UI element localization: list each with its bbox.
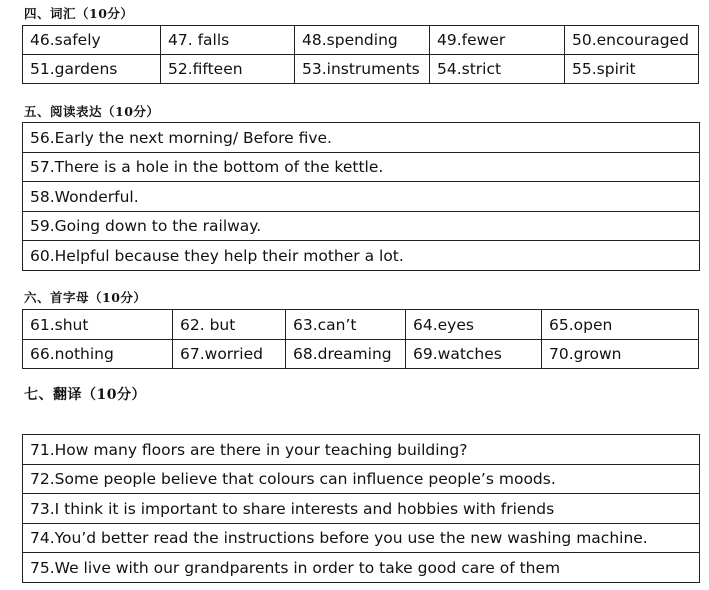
vocab-cell: 48.spending xyxy=(295,26,430,55)
initials-cell: 70.grown xyxy=(542,340,699,369)
table-row xyxy=(23,26,699,55)
table-row xyxy=(23,310,699,340)
initials-table xyxy=(22,309,699,369)
initials-cell: 68.dreaming xyxy=(286,340,406,369)
initials-cell: 67.worried xyxy=(173,340,286,369)
list-item: 59.Going down to the railway. xyxy=(23,212,699,241)
list-item: 75.We live with our grandparents in order to take good care of them xyxy=(23,553,699,583)
initials-heading: 六、首字母（10分） xyxy=(24,290,147,305)
vocab-cell: 50.encouraged xyxy=(565,26,699,55)
reading-heading: 五、阅读表达（10分） xyxy=(24,104,160,119)
reading-answer-list xyxy=(22,122,700,271)
translation-answer-list xyxy=(22,434,700,583)
list-item: 71.How many floors are there in your teaching building? xyxy=(23,435,699,465)
vocab-cell: 49.fewer xyxy=(430,26,565,55)
vocab-heading: 四、词汇（10分） xyxy=(24,6,134,21)
initials-cell: 63.can’t xyxy=(286,310,406,340)
vocab-cell: 55.spirit xyxy=(565,55,699,84)
translation-heading: 七、翻译（10分） xyxy=(24,387,146,403)
list-item: 74.You’d better read the instructions before you use the new washing machine. xyxy=(23,524,699,553)
list-item: 56.Early the next morning/ Before five. xyxy=(23,123,699,153)
vocab-cell: 52.fifteen xyxy=(161,55,295,84)
vocab-cell: 46.safely xyxy=(23,26,161,55)
initials-cell: 66.nothing xyxy=(23,340,173,369)
initials-cell: 62. but xyxy=(173,310,286,340)
list-item: 60.Helpful because they help their mother a lot. xyxy=(23,241,699,271)
list-item: 73.I think it is important to share interests and hobbies with friends xyxy=(23,494,699,524)
vocab-cell: 47. falls xyxy=(161,26,295,55)
table-row xyxy=(23,340,699,369)
initials-cell: 69.watches xyxy=(406,340,542,369)
list-item: 58.Wonderful. xyxy=(23,182,699,212)
table-row xyxy=(23,55,699,84)
vocab-cell: 53.instruments xyxy=(295,55,430,84)
vocab-cell: 51.gardens xyxy=(23,55,161,84)
initials-cell: 61.shut xyxy=(23,310,173,340)
initials-cell: 65.open xyxy=(542,310,699,340)
vocab-table xyxy=(22,25,699,84)
initials-cell: 64.eyes xyxy=(406,310,542,340)
list-item: 72.Some people believe that colours can influence people’s moods. xyxy=(23,465,699,494)
list-item: 57.There is a hole in the bottom of the kettle. xyxy=(23,153,699,182)
vocab-cell: 54.strict xyxy=(430,55,565,84)
